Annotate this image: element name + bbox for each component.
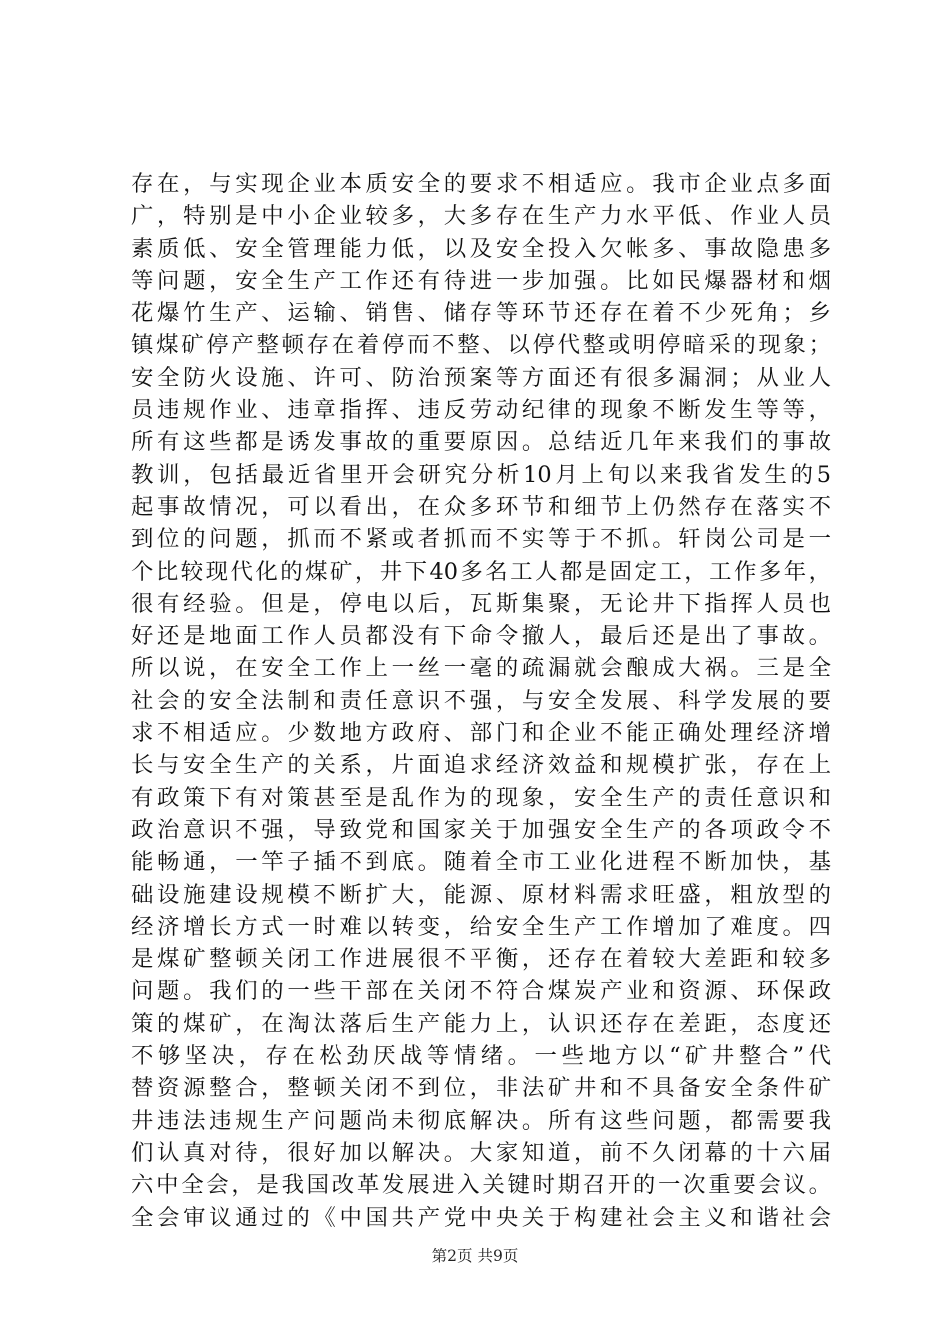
text-line: 长与安全生产的关系，片面追求经济效益和规模扩张，存在上: [131, 752, 831, 779]
text-line: 镇煤矿停产整顿存在着停而不整、以停代整或明停暗采的现象；: [131, 332, 831, 359]
text-line: 个比较现代化的煤矿，井下40多名工人都是固定工，工作多年，: [131, 558, 831, 585]
text-line: 替资源整合，整顿关闭不到位，非法矿井和不具备安全条件矿: [131, 1075, 831, 1102]
text-line: 有政策下有对策甚至是乱作为的现象，安全生产的责任意识和: [131, 784, 831, 811]
text-line: 所有这些都是诱发事故的重要原因。总结近几年来我们的事故: [131, 429, 831, 456]
text-line: 全会审议通过的《中国共产党中央关于构建社会主义和谐社会: [131, 1204, 831, 1231]
text-line: 很有经验。但是，停电以后，瓦斯集聚，无论井下指挥人员也: [131, 590, 831, 617]
text-line: 广，特别是中小企业较多，大多存在生产力水平低、作业人员: [131, 203, 831, 230]
text-line: 求不相适应。少数地方政府、部门和企业不能正确处理经济增: [131, 720, 831, 747]
text-line: 所以说，在安全工作上一丝一毫的疏漏就会酿成大祸。三是全: [131, 655, 831, 682]
text-line: 花爆竹生产、运输、销售、储存等环节还存在着不少死角；乡: [131, 300, 831, 327]
text-line: 经济增长方式一时难以转变，给安全生产工作增加了难度。四: [131, 913, 831, 940]
text-line: 六中全会，是我国改革发展进入关键时期召开的一次重要会议。: [131, 1172, 831, 1199]
text-line: 社会的安全法制和责任意识不强，与安全发展、科学发展的要: [131, 687, 831, 714]
text-line: 素质低、安全管理能力低，以及安全投入欠帐多、事故隐患多: [131, 235, 831, 262]
text-line: 到位的问题，抓而不紧或者抓而不实等于不抓。轩岗公司是一: [131, 526, 831, 553]
text-line: 问题。我们的一些干部在关闭不符合煤炭产业和资源、环保政: [131, 978, 831, 1005]
text-line: 存在，与实现企业本质安全的要求不相适应。我市企业点多面: [131, 171, 831, 197]
text-line: 们认真对待，很好加以解决。大家知道，前不久闭幕的十六届: [131, 1139, 831, 1166]
text-line: 等问题，安全生产工作还有待进一步加强。比如民爆器材和烟: [131, 267, 831, 294]
text-line: 起事故情况，可以看出，在众多环节和细节上仍然存在落实不: [131, 493, 831, 520]
text-line: 员违规作业、违章指挥、违反劳动纪律的现象不断发生等等，: [131, 397, 831, 424]
body-text: [131, 168, 831, 1234]
page-footer: 第2页 共9页: [431, 1247, 519, 1265]
text-line: 安全防火设施、许可、防治预案等方面还有很多漏洞；从业人: [131, 364, 831, 391]
text-line: 好还是地面工作人员都没有下命令撤人，最后还是出了事故。: [131, 623, 831, 650]
text-line: 策的煤矿，在淘汰落后生产能力上，认识还存在差距，态度还: [131, 1010, 831, 1037]
text-line: 不够坚决，存在松劲厌战等情绪。一些地方以“矿井整合”代: [131, 1043, 831, 1070]
text-line: 教训，包括最近省里开会研究分析10月上旬以来我省发生的5: [131, 461, 831, 488]
text-line: 础设施建设规模不断扩大，能源、原材料需求旺盛，粗放型的: [131, 881, 831, 908]
text-line: 井违法违规生产问题尚未彻底解决。所有这些问题，都需要我: [131, 1107, 831, 1134]
text-line: 是煤矿整顿关闭工作进展很不平衡，还存在着较大差距和较多: [131, 946, 831, 973]
text-line: 政治意识不强，导致党和国家关于加强安全生产的各项政令不: [131, 816, 831, 843]
text-line: 能畅通，一竿子插不到底。随着全市工业化进程不断加快，基: [131, 849, 831, 876]
